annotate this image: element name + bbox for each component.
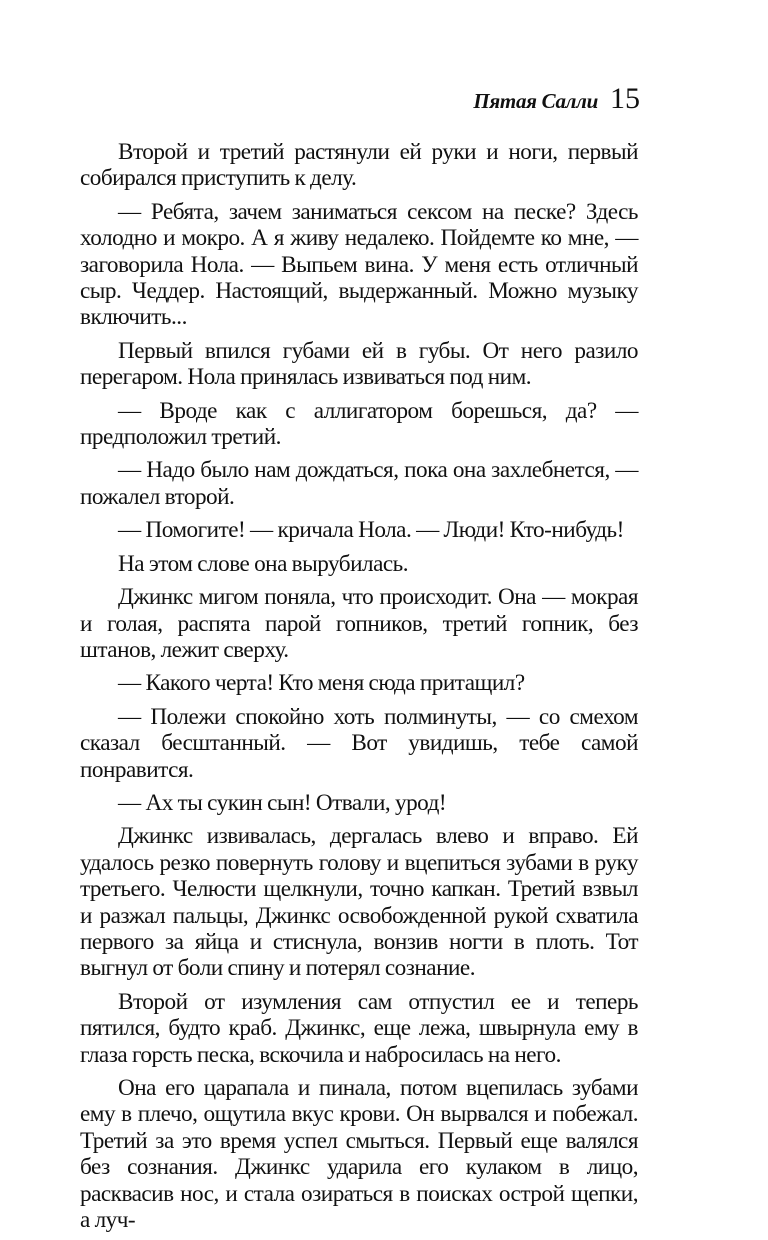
paragraph: — Какого черта! Кто меня сюда притащил?	[118, 670, 525, 697]
paragraph: — Полежи спокойно хоть полминуты, — со смехом сказал бесштанный. — Вот увидишь, тебе самой понравится.	[80, 703, 638, 783]
paragraph: Первый впился губами ей в губы. От него разило перегаром. Нола принялась извиваться под ним.	[80, 337, 638, 391]
paragraph: — Ребята, зачем заниматься сексом на песке? Здесь холодно и мокро. А я живу недалеко. Пойдемте ко мне, — заговорила Нола. — Выпьем вина. У меня есть отличный сыр. Чеддер. Настоящий, выдержанный. Можно музыку включить...	[80, 198, 638, 331]
paragraph: На этом слове она вырубилась.	[118, 550, 409, 577]
paragraph: Второй от изумления сам отпустил ее и теперь пятился, будто краб. Джинкс, еще лежа, швырнула ему в глаза горсть песка, вскочила и набросилась на него.	[80, 988, 638, 1068]
paragraph: — Вроде как с аллигатором борешься, да? — предположил третий.	[80, 397, 638, 451]
paragraph: Второй и третий растянули ей руки и ноги, первый собирался приступить к делу.	[80, 139, 638, 192]
paragraph: — Надо было нам дождаться, пока она захлебнется, — пожалел второй.	[80, 457, 638, 510]
page-number: 15	[610, 82, 640, 115]
paragraph: Она его царапала и пинала, потом вцепилась зубами ему в плечо, ощутила вкус крови. Он вырвался и побежал. Третий за это время успел смыться. Первый еще валялся без сознания. Джинкс ударила его кулаком в лицо, расквасив нос, и стала озираться в поисках острой щепки, а луч-	[80, 1075, 638, 1234]
running-title: Пятая Салли	[473, 89, 598, 113]
paragraph: — Ах ты сукин сын! Отвали, урод!	[118, 789, 447, 816]
paragraph: Джинкс извивалась, дергалась влево и вправо. Ей удалось резко повернуть голову и вцепиться зубами в руку третьего. Челюсти щелкнули, точно капкан. Третий взвыл и разжал пальцы, Джинкс освобожденной рукой схватила первого за яйца и стиснула, вонзив ногти в плоть. Тот выгнул от боли спину и потерял сознание.	[80, 823, 638, 982]
body-text	[80, 139, 638, 1240]
running-header	[473, 84, 640, 114]
paragraph: Джинкс мигом поняла, что происходит. Она — мокрая и голая, распята парой гопников, третий гопник, без штанов, лежит сверху.	[80, 584, 638, 663]
paragraph: — Помогите! — кричала Нола. — Люди! Кто-нибудь!	[118, 517, 624, 544]
